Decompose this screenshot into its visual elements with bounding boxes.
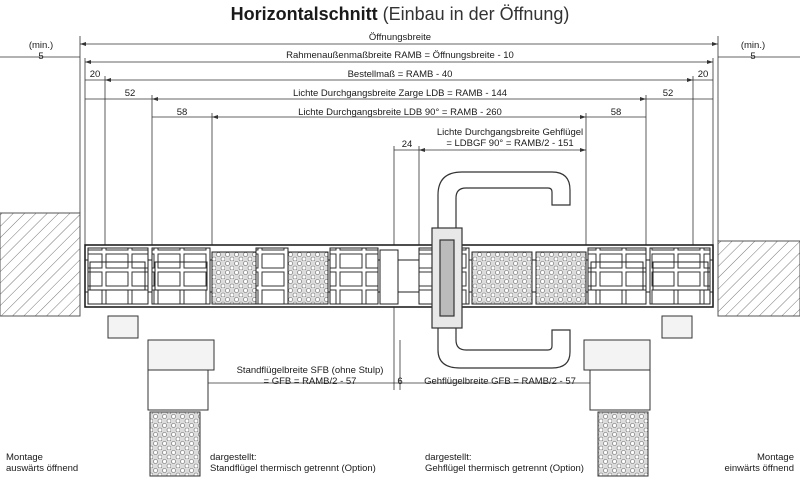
dim-52-right: 52 [662,88,674,99]
min-left-value: 5 [38,51,44,62]
montage-left-line1: Montage [6,452,43,463]
dargestellt-left-line2: Standflügel thermisch getrennt (Option) [210,463,376,474]
standfluegel-panel [212,248,398,304]
dim-52-left: 52 [124,88,136,99]
sfb-label-line2: = GFB = RAMB/2 - 57 [263,376,357,387]
dim-24: 24 [401,139,413,150]
wall-right [718,241,800,316]
title-rest: (Einbau in der Öffnung) [382,4,570,24]
title-bold: Horizontalschnitt [230,4,378,24]
min-right-label: (min.) [740,40,766,51]
montage-right-line2: einwärts öffnend [724,463,794,474]
min-left-label: (min.) [28,40,54,51]
dim-58-left: 58 [176,107,188,118]
ldb-label: Lichte Durchgangsbreite Zarge LDB = RAMB - 144 [292,88,508,99]
dargestellt-right-line1: dargestellt: [425,452,472,463]
oeffnungsbreite-label: Öffnungsbreite [368,32,432,43]
ramb-label: Rahmenaußenmaßbreite RAMB = Öffnungsbreite - 10 [286,50,514,61]
dim-20-right: 20 [697,69,709,80]
ldb90-label: Lichte Durchgangsbreite LDB 90° = RAMB - 260 [298,107,502,118]
ldbgf-label-line2: = LDBGF 90° = RAMB/2 - 151 [446,138,574,149]
dargestellt-left-line1: dargestellt: [210,452,257,463]
dim-58-right: 58 [610,107,622,118]
dim-20-left: 20 [89,69,101,80]
ldbgf-label-line1: Lichte Durchgangsbreite Gehflügel [436,127,584,138]
montage-left-line2: auswärts öffnend [6,463,79,474]
lower-profile-left [108,316,214,476]
wall-left [0,213,80,316]
montage-right-line1: Montage [757,452,794,463]
bestellmass-label: Bestellmaß = RAMB - 40 [347,69,453,80]
sfb-label-line1: Standflügelbreite SFB (ohne Stulp) [236,365,384,376]
gfb-label: Gehflügelbreite GFB = RAMB/2 - 57 [424,376,576,387]
lower-profile-right [584,316,692,476]
dargestellt-right-line2: Gehflügel thermisch getrennt (Option) [425,463,584,474]
dim-6: 6 [397,376,403,387]
min-right-value: 5 [750,51,756,62]
